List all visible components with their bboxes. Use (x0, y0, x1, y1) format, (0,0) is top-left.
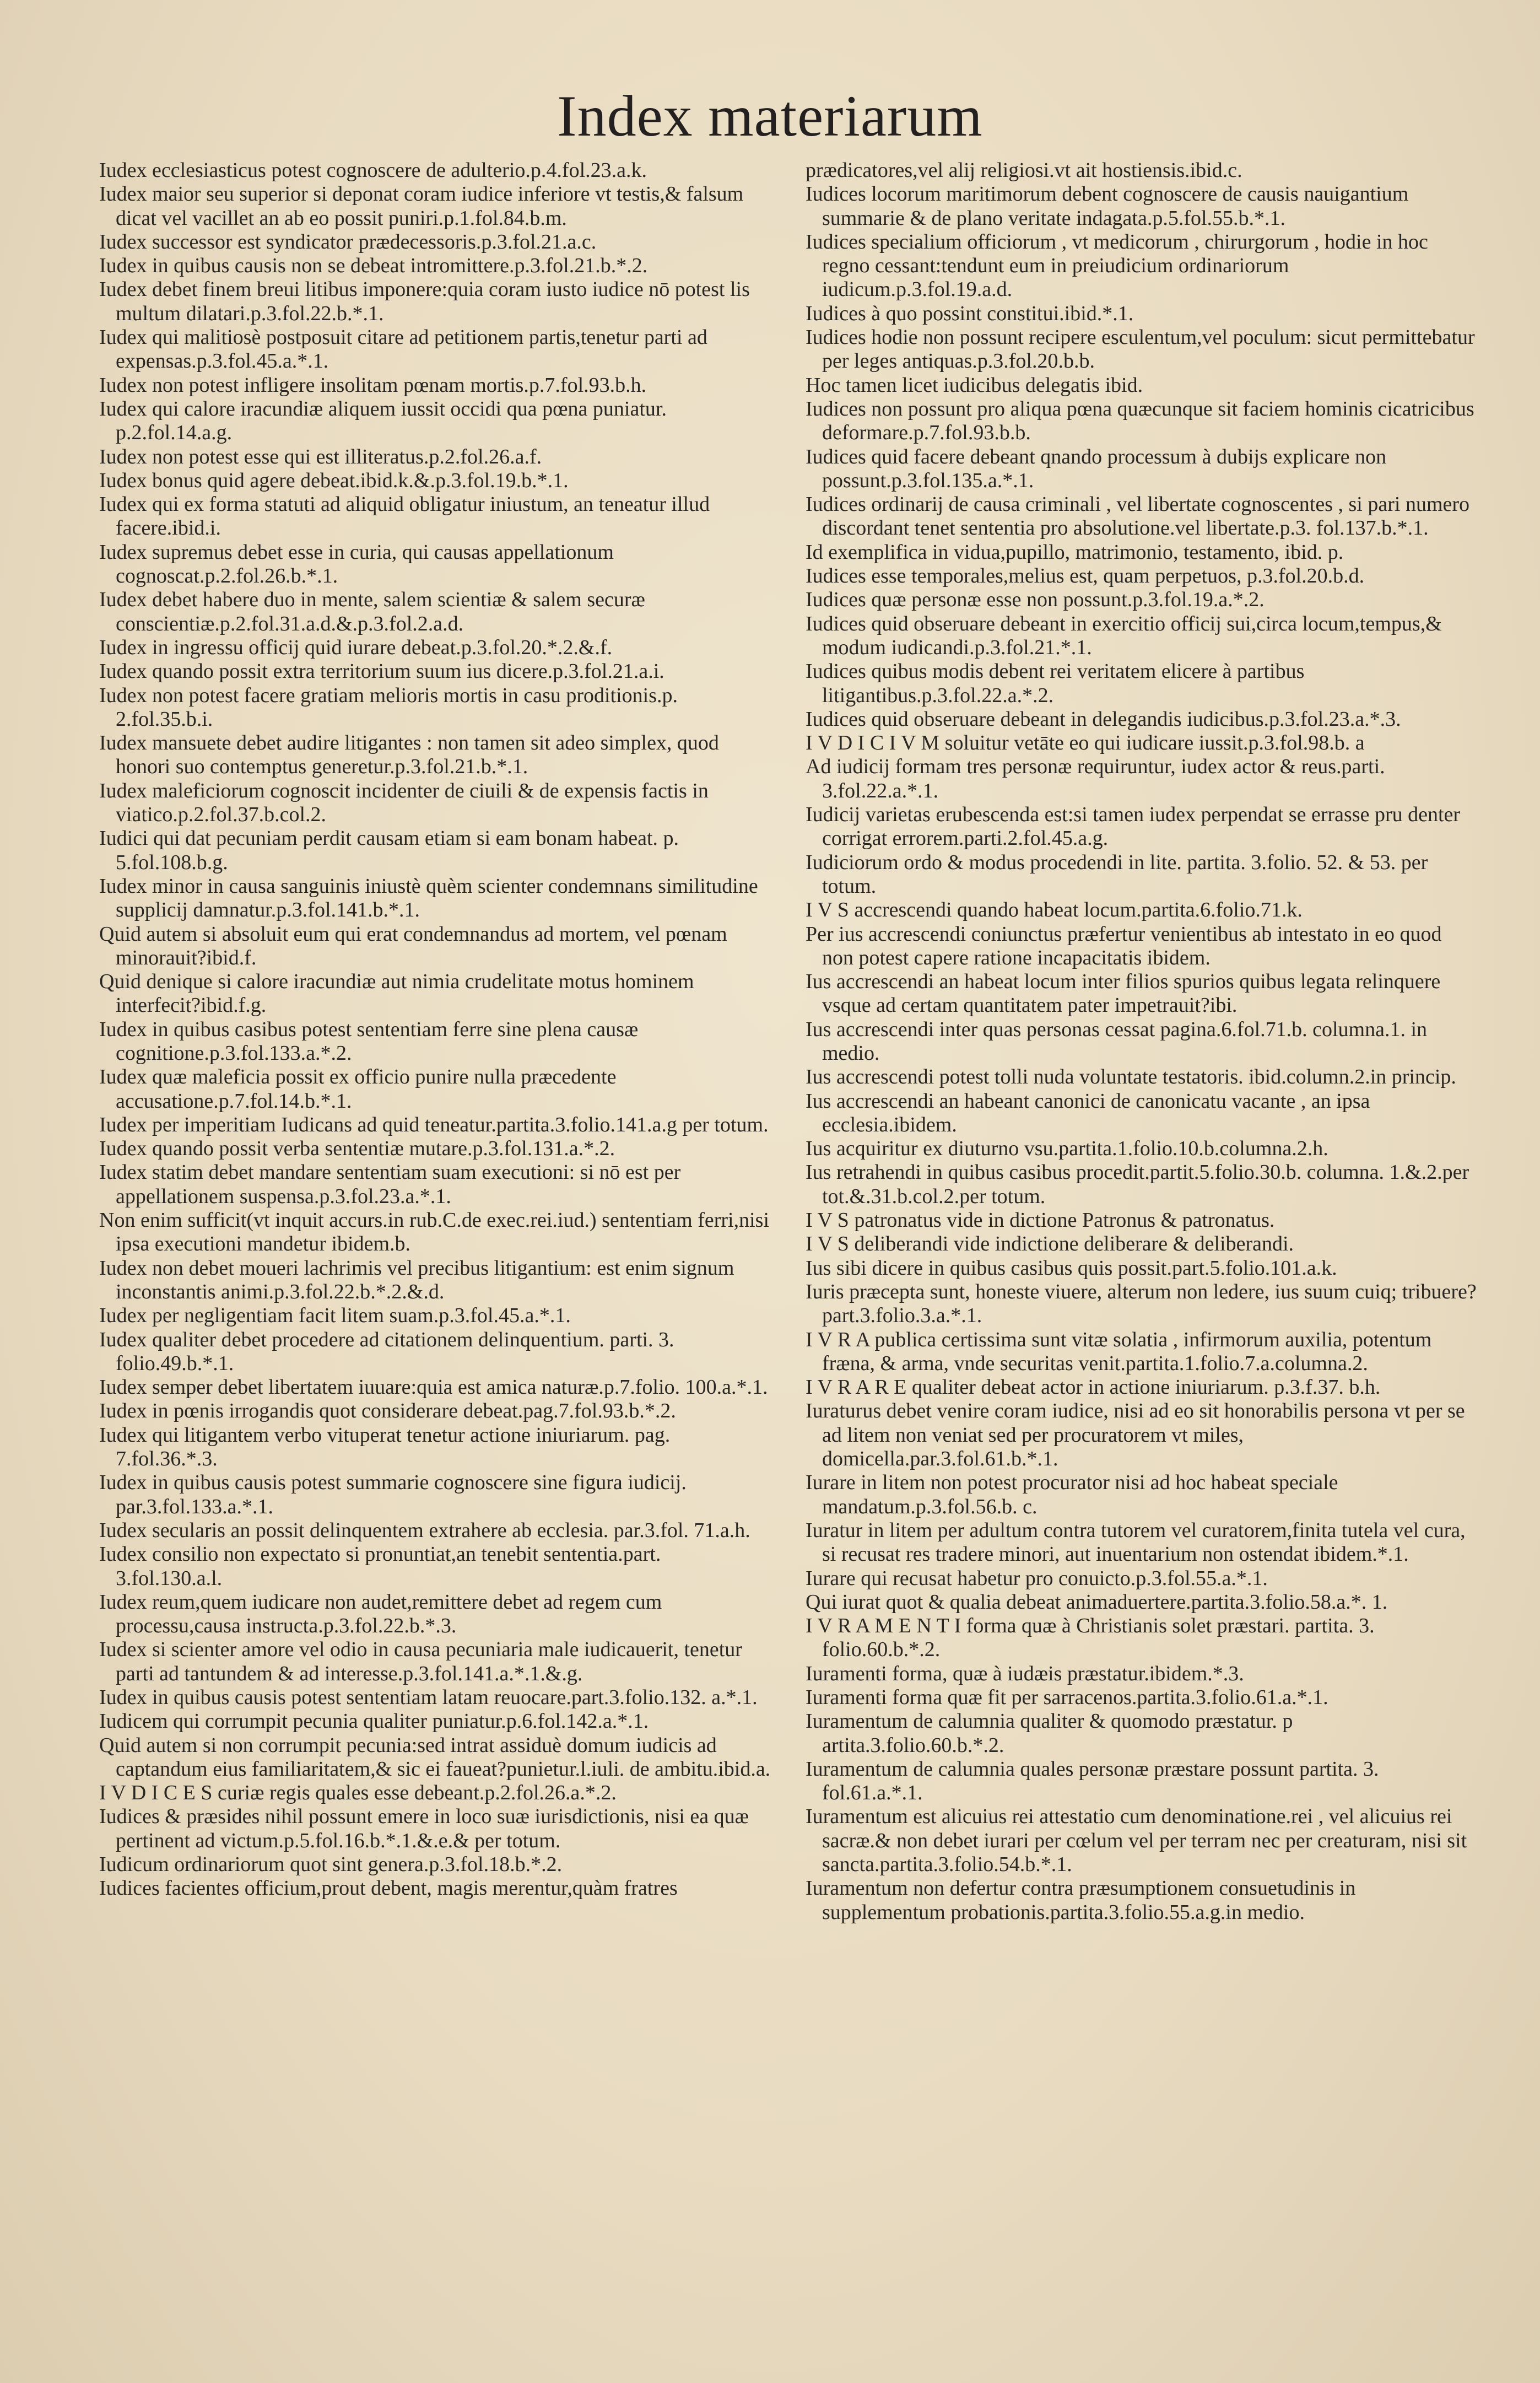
index-entry: I V D I C I V M soluitur vetāte eo qui iudicare iussit.p.3.fol.98.b. a (806, 731, 1365, 755)
index-entry: Iudex non potest facere gratiam melioris mortis in casu proditionis.p. 2.fol.35.b.i. (99, 683, 678, 731)
index-entry: Iudicij varietas erubescenda est:si tamen iudex perpendat se errasse pru denter corrigat errorem.parti.2.fol.45.a.g. (806, 803, 1461, 850)
index-entry: Iudex qui malitiosè postposuit citare ad petitionem partis,tenetur parti ad expensas.p.3.fol.45.a.*.1. (99, 326, 707, 373)
index-entry: Iudex quando possit extra territorium suum ius dicere.p.3.fol.21.a.i. (99, 660, 664, 683)
index-entry: Iudex quando possit verba sententiæ mutare.p.3.fol.131.a.*.2. (99, 1137, 615, 1161)
index-entry: I V S accrescendi quando habeat locum.partita.6.folio.71.k. (806, 898, 1303, 922)
index-entry: Iudex qui ex forma statuti ad aliquid obligatur iniustum, an teneatur illud facere.ibid.i. (99, 493, 710, 540)
index-entry: Iuramenti forma, quæ à iudæis præstatur.ibidem.*.3. (806, 1662, 1244, 1685)
index-entry: Iudiciorum ordo & modus procedendi in lite. partita. 3.folio. 52. & 53. per totum. (806, 850, 1428, 898)
index-entry: Ius accrescendi potest tolli nuda voluntate testatoris. ibid.column.2.in princip. (806, 1065, 1456, 1089)
index-entry: Per ius accrescendi coniunctus præfertur venientibus ab intestato in eo quod non potest capere ratione incapacitatis ibidem. (806, 922, 1442, 969)
index-entry: Iudices locorum maritimorum debent cognoscere de causis nauigantium summarie & de plano veritate indagata.p.5.fol.55.b.*.1. (806, 182, 1409, 230)
index-entry: Iuramentum est alicuius rei attestatio cum denominatione.rei , vel alicuius rei sacræ.& non debet iurari per cœlum vel per terram nec per creaturam, nisi sit sancta.partita.3.folio.54.b.*.1. (806, 1805, 1467, 1877)
index-entry: Iudices quæ personæ esse non possunt.p.3.fol.19.a.*.2. (806, 588, 1265, 612)
index-entry: I V R A M E N T I forma quæ à Christianis solet præstari. partita. 3. folio.60.b.*.2. (806, 1614, 1375, 1662)
index-entry: Iudex in quibus causis potest sententiam latam reuocare.part.3.folio.132. a.*.1. (99, 1686, 758, 1709)
index-entry: Non enim sufficit(vt inquit accurs.in rub.C.de exec.rei.iud.) sententiam ferri,nisi ipsa executioni mandetur ibidem.b. (99, 1209, 770, 1256)
index-entry: Iudex debet finem breui litibus imponere:quia coram iusto iudice nō potest lis multum dilatari.p.3.fol.22.b.*.1. (99, 278, 750, 325)
index-entry: Iudex reum,quem iudicare non audet,remittere debet ad regem cum processu,causa instructa.p.3.fol.22.b.*.3. (99, 1590, 662, 1638)
index-entry: Ad iudicij formam tres personæ requiruntur, iudex actor & reus.parti. 3.fol.22.a.*.1. (806, 755, 1385, 802)
index-entry: Iudices hodie non possunt recipere esculentum,vel poculum: sicut permittebatur per leges antiquas.p.3.fol.20.b.b. (806, 326, 1475, 373)
index-entry: Iudices non possunt pro aliqua pœna quæcunque sit faciem hominis cicatricibus deformare.p.7.fol.93.b.b. (806, 397, 1474, 445)
index-entry: Iudex quæ maleficia possit ex officio punire nulla præcedente accusatione.p.7.fol.14.b.*.1. (99, 1065, 617, 1113)
index-entry: Iudex successor est syndicator prædecessoris.p.3.fol.21.a.c. (99, 230, 597, 254)
index-entry: Ius accrescendi an habeant canonici de canonicatu vacante , an ipsa ecclesia.ibidem. (806, 1089, 1370, 1136)
index-entry: Iudices specialium officiorum , vt medicorum , chirurgorum , hodie in hoc regno cessant:tendunt eum in preiudicium ordinariorum iudicum.p.3.fol.19.a.d. (806, 230, 1428, 301)
index-entry: prædicatores,vel alij religiosi.vt ait hostiensis.ibid.c. (806, 159, 1242, 182)
index-entry: Ius acquiritur ex diuturno vsu.partita.1.folio.10.b.columna.2.h. (806, 1137, 1328, 1161)
index-entry: Iudex per imperitiam Iudicans ad quid teneatur.partita.3.folio.141.a.g per totum. (99, 1113, 769, 1136)
index-entry: Iudices quibus modis debent rei veritatem elicere à partibus litigantibus.p.3.fol.22.a.*.2. (806, 660, 1305, 707)
index-entry: Hoc tamen licet iudicibus delegatis ibid. (806, 373, 1143, 397)
index-entry: Iudex ecclesiasticus potest cognoscere de adulterio.p.4.fol.23.a.k. (99, 159, 647, 182)
index-entry: Iudex minor in causa sanguinis iniustè quèm scienter condemnans similitudine supplicij damnatur.p.3.fol.141.b.*.1. (99, 874, 758, 922)
index-entry: Iudices & præsides nihil possunt emere in loco suæ iurisdictionis, nisi ea quæ pertinent ad victum.p.5.fol.16.b.*.1.&.e.& per totum. (99, 1805, 749, 1852)
index-entry: I V R A publica certissima sunt vitæ solatia , infirmorum auxilia, potentum fræna, & arma, vnde securitas venit.partita.1.folio.7.a.columna.2. (806, 1328, 1432, 1375)
index-entry: Iudex qualiter debet procedere ad citationem delinquentium. parti. 3. folio.49.b.*.1. (99, 1328, 674, 1375)
index-entry: Iudex per negligentiam facit litem suam.p.3.fol.45.a.*.1. (99, 1304, 571, 1328)
index-entry: Iurare qui recusat habetur pro conuicto.p.3.fol.55.a.*.1. (806, 1566, 1268, 1590)
index-entry: Iudices à quo possint constitui.ibid.*.1. (806, 301, 1134, 325)
index-entry: Iudex non potest esse qui est illiteratus.p.2.fol.26.a.f. (99, 445, 542, 468)
index-entry: Id exemplifica in vidua,pupillo, matrimonio, testamento, ibid. p. (806, 540, 1344, 564)
index-entry: Iuramentum non defertur contra præsumptionem consuetudinis in supplementum probationis.partita.3.folio.55.a.g.in medio. (806, 1877, 1356, 1924)
index-entry: Iudex in ingressu officij quid iurare debeat.p.3.fol.20.*.2.&.f. (99, 635, 613, 659)
index-entry: Iudices facientes officium,prout debent, magis merentur,quàm fratres (99, 1877, 678, 1900)
index-entry: Iudices ordinarij de causa criminali , vel libertate cognoscentes , si pari numero discordant tenet sententia pro absolutione.vel libertate.p.3. fol.137.b.*.1. (806, 493, 1470, 540)
index-entry: I V R A R E qualiter debeat actor in actione iniuriarum. p.3.f.37. b.h. (806, 1376, 1381, 1399)
index-entry: Iudex in pœnis irrogandis quot considerare debeat.pag.7.fol.93.b.*.2. (99, 1399, 676, 1423)
index-entry: Iudex in quibus causis potest summarie cognoscere sine figura iudicij. par.3.fol.133.a.*.1. (99, 1471, 687, 1518)
index-entry: Iudex non potest infligere insolitam pœnam mortis.p.7.fol.93.b.h. (99, 373, 647, 397)
index-entry: I V S patronatus vide in dictione Patronus & patronatus. (806, 1209, 1275, 1232)
index-entry: Iudex statim debet mandare sententiam suam executioni: si nō est per appellationem suspensa.p.3.fol.23.a.*.1. (99, 1161, 681, 1208)
index-entry: Iudex in quibus casibus potest sententiam ferre sine plena causæ cognitione.p.3.fol.133.a.*.2. (99, 1017, 639, 1065)
index-entry: Iudex semper debet libertatem iuuare:quia est amica naturæ.p.7.folio. 100.a.*.1. (99, 1376, 768, 1399)
index-entry: Ius accrescendi inter quas personas cessat pagina.6.fol.71.b. columna.1. in medio. (806, 1017, 1428, 1065)
index-entry: Iuratur in litem per adultum contra tutorem vel curatorem,finita tutela vel cura, si recusat res tradere minori, aut inuentarium non ostendat ibidem.*.1. (806, 1518, 1466, 1566)
index-entry: Iudici qui dat pecuniam perdit causam etiam si eam bonam habeat. p. 5.fol.108.b.g. (99, 827, 679, 874)
right-column (806, 159, 1478, 1924)
index-entry: Iuris præcepta sunt, honeste viuere, alterum non ledere, ius suum cuiq; tribuere?part.3.folio.3.a.*.1. (806, 1280, 1477, 1328)
page-title: Index materiarum (557, 84, 983, 148)
index-entry: Iudices quid obseruare debeant in delegandis iudicibus.p.3.fol.23.a.*.3. (806, 707, 1401, 731)
index-entry: I V D I C E S curiæ regis quales esse debeant.p.2.fol.26.a.*.2. (99, 1781, 617, 1805)
index-entry: Iudices esse temporales,melius est, quam perpetuos, p.3.fol.20.b.d. (806, 564, 1365, 588)
index-entry: Iuraturus debet venire coram iudice, nisi ad eo sit honorabilis persona vt per se ad litem non veniat sed per procuratorem vt miles, domicella.par.3.fol.61.b.*.1. (806, 1399, 1465, 1471)
index-entry: Iuramentum de calumnia qualiter & quomodo præstatur. p artita.3.folio.60.b.*.2. (806, 1710, 1293, 1757)
index-entry: Iudex debet habere duo in mente, salem scientiæ & salem securæ conscientiæ.p.2.fol.31.a.d.&.p.3.fol.2.a.d. (99, 588, 645, 635)
index-entry: Qui iurat quot & qualia debeat animaduertere.partita.3.folio.58.a.*. 1. (806, 1590, 1388, 1614)
index-entry: Iudex in quibus causis non se debeat intromittere.p.3.fol.21.b.*.2. (99, 254, 648, 278)
index-entry: Iudex qui calore iracundiæ aliquem iussit occidi qua pœna puniatur. p.2.fol.14.a.g. (99, 397, 667, 445)
index-entry: Ius accrescendi an habeat locum inter filios spurios quibus legata relinquere vsque ad certam quantitatem pater impetrauit?ibi. (806, 970, 1441, 1017)
index-entry: Iudex maior seu superior si deponat coram iudice inferiore vt testis,& falsum dicat vel vacillet an ab eo possit puniri.p.1.fol.84.b.m. (99, 182, 744, 230)
index-entry: Ius retrahendi in quibus casibus procedit.partit.5.folio.30.b. columna. 1.&.2.per tot.&.31.b.col.2.per totum. (806, 1161, 1469, 1208)
index-entry: Quid autem si non corrumpit pecunia:sed intrat assiduè domum iudicis ad captandum eius familiaritatem,& sic ei faueat?punietur.l.iuli. de ambitu.ibid.a. (99, 1733, 771, 1781)
index-entry: Iudex supremus debet esse in curia, qui causas appellationum cognoscat.p.2.fol.26.b.*.1. (99, 540, 614, 588)
index-entry: Iudicem qui corrumpit pecunia qualiter puniatur.p.6.fol.142.a.*.1. (99, 1710, 649, 1733)
index-entry: Iudex mansuete debet audire litigantes : non tamen sit adeo simplex, quod honori suo contemptus generetur.p.3.fol.21.b.*.1. (99, 731, 719, 779)
index-entry: Iudex secularis an possit delinquentem extrahere ab ecclesia. par.3.fol. 71.a.h. (99, 1518, 750, 1542)
index-entry: Iudicum ordinariorum quot sint genera.p.3.fol.18.b.*.2. (99, 1853, 563, 1877)
index-entry: Iurare in litem non potest procurator nisi ad hoc habeat speciale mandatum.p.3.fol.56.b. c. (806, 1471, 1338, 1518)
index-entry: Iuramenti forma quæ fit per sarracenos.partita.3.folio.61.a.*.1. (806, 1686, 1328, 1709)
index-entry: Quid autem si absoluit eum qui erat condemnandus ad mortem, vel pœnam minorauit?ibid.f. (99, 922, 727, 969)
index-entry: Quid denique si calore iracundiæ aut nimia crudelitate motus hominem interfecit?ibid.f.g. (99, 970, 694, 1017)
index-entry: Iuramentum de calumnia quales personæ præstare possunt partita. 3. fol.61.a.*.1. (806, 1757, 1379, 1805)
index-entry: Iudex qui litigantem verbo vituperat tenetur actione iniuriarum. pag. 7.fol.36.*.3. (99, 1423, 671, 1471)
index-entry: Iudices quid facere debeant qnando processum à dubijs explicare non possunt.p.3.fol.135.a.*.1. (806, 445, 1387, 492)
index-entry: Iudex consilio non expectato si pronuntiat,an tenebit sententia.part. 3.fol.130.a.l. (99, 1543, 661, 1590)
index-entry: Iudex bonus quid agere debeat.ibid.k.&.p.3.fol.19.b.*.1. (99, 468, 569, 492)
index-entry: Ius sibi dicere in quibus casibus quis possit.part.5.folio.101.a.k. (806, 1256, 1337, 1280)
index-entry: Iudex non debet moueri lachrimis vel precibus litigantium: est enim signum inconstantis animi.p.3.fol.22.b.*.2.&.d. (99, 1256, 734, 1303)
left-column (99, 159, 771, 1901)
index-entry: Iudex si scienter amore vel odio in causa pecuniaria male iudicauerit, tenetur parti ad tantundem & ad interesse.p.3.fol.141.a.*.1.&.g. (99, 1638, 742, 1685)
index-entry: Iudex maleficiorum cognoscit incidenter de ciuili & de expensis factis in viatico.p.2.fol.37.b.col.2. (99, 779, 709, 827)
index-entry: Iudices quid obseruare debeant in exercitio officij sui,circa locum,tempus,& modum iudicandi.p.3.fol.21.*.1. (806, 612, 1442, 659)
index-entry: I V S deliberandi vide indictione deliberare & deliberandi. (806, 1232, 1294, 1256)
